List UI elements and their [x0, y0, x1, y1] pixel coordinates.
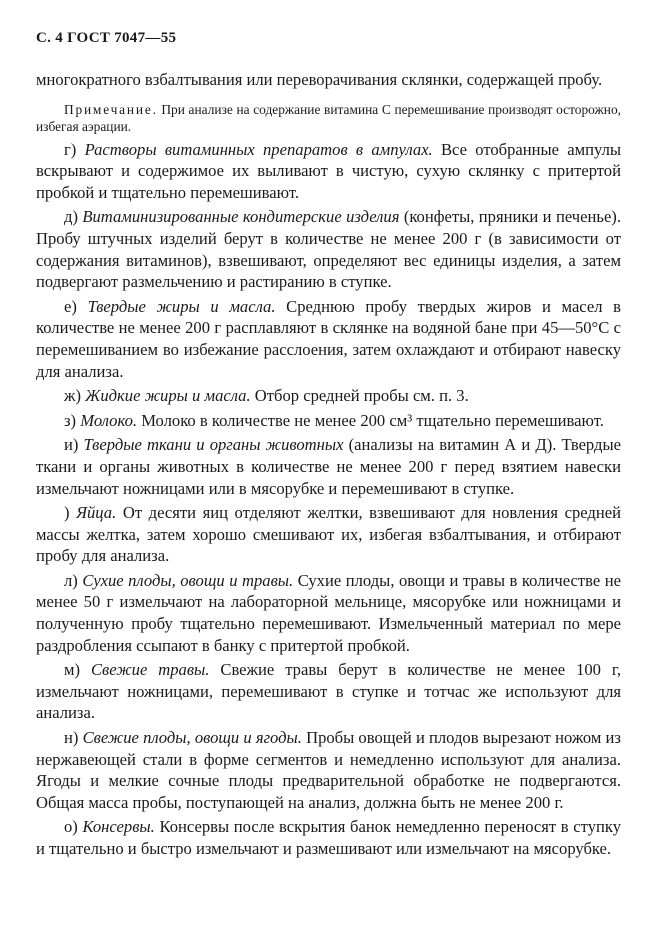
- clause-marker: д): [64, 207, 78, 227]
- intro-paragraph: многократного взбалтывания или переворачивания склянки, содержащей пробу.: [36, 70, 603, 89]
- clause-title: Сухие плоды, овощи и травы.: [82, 570, 294, 590]
- clause-title: Консервы.: [82, 817, 155, 837]
- clause-zh: [36, 385, 621, 407]
- clause-title: Свежие травы.: [90, 660, 210, 680]
- clause-title: Свежие плоды, овощи и ягоды.: [82, 728, 302, 748]
- note-text: При анализе на содержание витамина С перемешивание производят осторожно, избегая аэрации.: [36, 101, 621, 134]
- clause-title: Молоко.: [80, 410, 138, 430]
- clause-text: Отбор средней пробы см. п. 3.: [254, 386, 469, 406]
- clause-i: [36, 434, 621, 499]
- clause-title: Твердые ткани и органы животных: [83, 435, 344, 455]
- clause-text: Сухие плоды, овощи и травы в количестве не менее 50 г измельчают на лабораторной мельнице, мясорубке или ножницами и полученную пробу тщательно перемешивают. Измельченный материал по мере раздробления ссыпают в банку с притертой пробкой.: [36, 570, 622, 655]
- clause-marker: о): [64, 817, 78, 837]
- clause-title: Твердые жиры и масла.: [87, 296, 276, 316]
- clause-z: [36, 410, 621, 432]
- clause-k: [36, 502, 621, 567]
- clause-d: [36, 206, 621, 292]
- clause-title: Витаминизированные кондитерские изделия: [82, 207, 400, 227]
- clause-m: [36, 659, 621, 724]
- note-paragraph: [36, 101, 621, 135]
- clause-marker: л): [64, 570, 78, 590]
- clause-text: Свежие травы берут в количестве не менее 100 г, измельчают ножницами, перемешивают в ступке и тотчас же используют для анализа.: [36, 660, 621, 723]
- clause-text: Все отобранные ампулы вскрывают и содержимое их выливают в чистую, сухую склянку с притертой пробкой и тщательно перемешивают.: [36, 139, 622, 202]
- clause-text: (конфеты, пряники и печенье). Пробу штучных изделий берут в количестве не менее 200 г (в зависимости от содержания витаминов), взвешивают, определяют вес единицы изделия, а затем подвергают размельчению и растиранию в ступке.: [36, 207, 621, 292]
- page-header: С. 4 ГОСТ 7047—55: [36, 30, 177, 46]
- clause-marker: ): [64, 503, 70, 523]
- clause-marker: н): [64, 728, 79, 748]
- clause-g: [36, 139, 621, 204]
- clause-text: От десяти яиц отделяют желтки, взвешивают для новления средней массы желтка, затем хорошо смешивают их, избегая взбалтывания, и отбирают пробу для анализа.: [36, 503, 621, 566]
- clause-marker: г): [64, 139, 77, 159]
- clause-text: Консервы после вскрытия банок немедленно переносят в ступку и тщательно и быстро измельчают и размешивают или измельчают на мясорубке.: [36, 817, 621, 858]
- clause-text: Молоко в количестве не менее 200 см³ тщательно перемешивают.: [141, 410, 604, 430]
- clause-e: [36, 296, 621, 382]
- clause-marker: з): [64, 410, 77, 430]
- clause-n: [36, 727, 621, 813]
- clause-o: [36, 816, 621, 859]
- clauses-list: [36, 139, 621, 860]
- clause-marker: е): [64, 296, 77, 316]
- clause-marker: ж): [64, 386, 81, 406]
- clause-text: (анализы на витамин А и Д). Твердые ткани и органы животных в количестве не менее 200 г перед взятием навески измельчают ножницами или в мясорубке и перемешивают в ступке.: [36, 435, 621, 498]
- clause-title: Растворы витаминных препаратов в ампулах.: [84, 139, 433, 159]
- clause-title: Яйца.: [76, 503, 117, 523]
- clause-title: Жидкие жиры и масла.: [85, 386, 251, 406]
- clause-marker: и): [64, 435, 79, 455]
- clause-marker: м): [64, 660, 81, 680]
- note-label: Примечание.: [64, 101, 158, 117]
- clause-text: Пробы овощей и плодов вырезают ножом из нержавеющей стали в форме сегментов и немедленно используют для анализа. Ягоды и мелкие сочные плоды предварительной обработке не подвергаются. Общая масса пробы, поступающей на анализ, должна быть не менее 200 г.: [36, 728, 621, 812]
- clause-l: [36, 570, 621, 656]
- clause-text: Среднюю пробу твердых жиров и масел в количестве не менее 200 г расплавляют в склянке на водяной бане при 45—50°С с перемешиванием во избежание расслоения, затем охлаждают и отбирают навеску для анализа.: [36, 296, 621, 381]
